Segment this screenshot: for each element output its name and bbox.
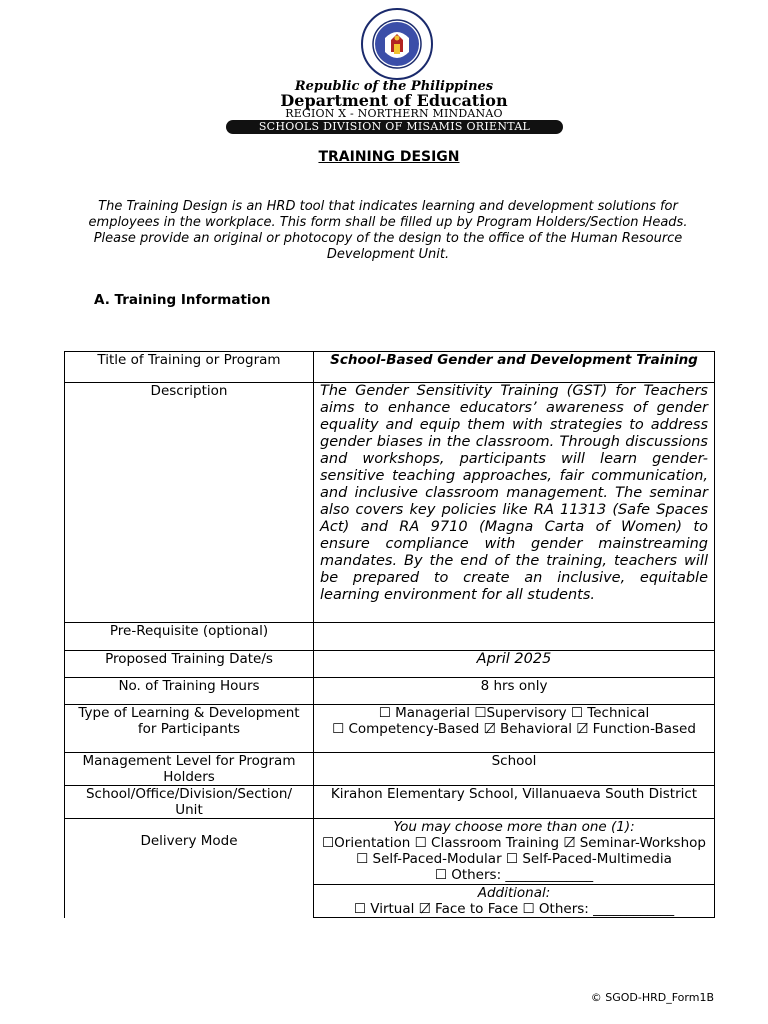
date-value: April 2025 bbox=[314, 651, 715, 678]
mgmt-level-label: Management Level for Program Holders bbox=[65, 753, 314, 786]
delivery-note: You may choose more than one (1): bbox=[393, 819, 635, 835]
division-banner: SCHOOLS DIVISION OF MISAMIS ORIENTAL bbox=[226, 120, 563, 134]
table-row bbox=[65, 651, 715, 678]
additional-options[interactable]: ☐ Virtual ☐̸ Face to Face ☐ Others: ____________ bbox=[353, 901, 675, 917]
table-row bbox=[65, 819, 715, 918]
date-label: Proposed Training Date/s bbox=[65, 651, 314, 678]
title-label: Title of Training or Program bbox=[65, 352, 314, 383]
table-row bbox=[65, 753, 715, 786]
form-code-footer: © SGOD-HRD_Form1B bbox=[590, 991, 714, 1004]
table-row bbox=[65, 786, 715, 819]
table-row bbox=[65, 383, 715, 623]
delivery-options-line3[interactable]: ☐ Others: _____________ bbox=[434, 867, 594, 883]
type-options-line1[interactable]: ☐ Managerial ☐Supervisory ☐ Technical bbox=[378, 705, 650, 721]
section-heading-training-info: A. Training Information bbox=[94, 292, 271, 308]
description-value: The Gender Sensitivity Training (GST) for Teachers aims to enhance educators’ awareness of gender equality and equip them with strategies to address gender biases in the classroom. Through discussions and workshops, participants will learn gender-sensitive teaching approaches, fair communication, and inclusive classroom management. The seminar also covers key policies like RA 11313 (Safe Spaces Act) and RA 9710 (Magna Carta of Women) to ensure compliance with gender mainstreaming mandates. By the end of the training, teachers will be prepared to create an inclusive, equitable learning environment for all students. bbox=[314, 383, 715, 623]
type-options-line2[interactable]: ☐ Competency-Based ☐̸ Behavioral ☐̸ Function-Based bbox=[332, 721, 696, 737]
deped-seal-logo bbox=[361, 8, 433, 80]
prereq-label: Pre-Requisite (optional) bbox=[65, 623, 314, 651]
training-info-table bbox=[64, 351, 715, 918]
school-value: Kirahon Elementary School, Villanuaeva South District bbox=[314, 786, 715, 819]
table-row bbox=[65, 678, 715, 705]
mgmt-level-value: School bbox=[314, 753, 715, 786]
table-row bbox=[65, 352, 715, 383]
table-row bbox=[65, 705, 715, 753]
prereq-value bbox=[314, 623, 715, 651]
department-heading: Department of Education bbox=[280, 91, 508, 110]
additional-label: Additional: bbox=[477, 885, 551, 901]
type-options bbox=[314, 705, 715, 753]
description-label: Description bbox=[65, 383, 314, 623]
delivery-label: Delivery Mode bbox=[65, 819, 314, 918]
type-label: Type of Learning & Development for Participants bbox=[65, 705, 314, 753]
delivery-options bbox=[314, 819, 715, 918]
hours-value: 8 hrs only bbox=[314, 678, 715, 705]
title-value: School-Based Gender and Development Training bbox=[314, 352, 715, 383]
delivery-options-line1[interactable]: ☐Orientation ☐ Classroom Training ☐̸ Seminar-Workshop bbox=[322, 835, 706, 851]
intro-paragraph: The Training Design is an HRD tool that indicates learning and development solutions for employees in the workplace. This form shall be filled up by Program Holders/Section Heads. Please provide an original or photocopy of the design to the office of the Human Resource Development Unit. bbox=[88, 199, 688, 262]
table-row bbox=[65, 623, 715, 651]
school-label: School/Office/Division/Section/ Unit bbox=[65, 786, 314, 819]
delivery-options-line2[interactable]: ☐ Self-Paced-Modular ☐ Self-Paced-Multimedia bbox=[356, 851, 672, 867]
region-heading: REGION X - NORTHERN MINDANAO bbox=[285, 107, 503, 120]
page-title: TRAINING DESIGN bbox=[318, 149, 460, 165]
hours-label: No. of Training Hours bbox=[65, 678, 314, 705]
republic-heading: Republic of the Philippines bbox=[294, 79, 494, 94]
